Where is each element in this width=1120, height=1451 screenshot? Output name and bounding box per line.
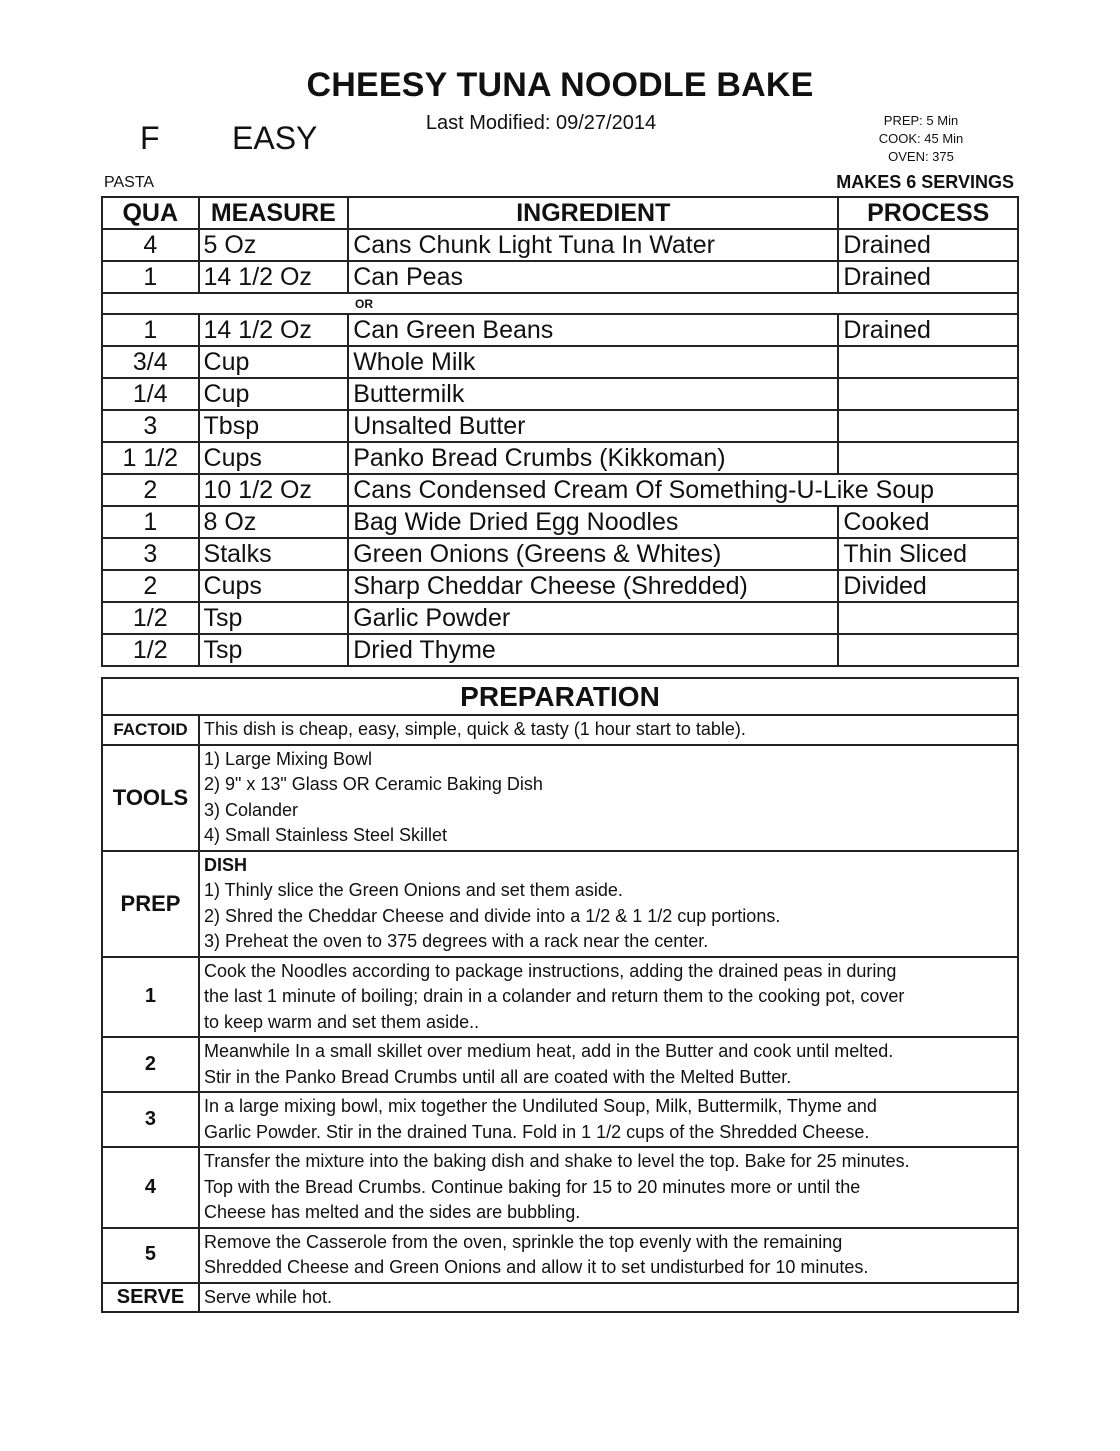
preparation-table <box>101 677 1019 1313</box>
step-line: Meanwhile In a small skillet over medium heat, add in the Butter and cook until melted. <box>203 1041 894 1061</box>
process-cell: Cooked <box>838 506 1018 538</box>
process-cell: Drained <box>838 261 1018 293</box>
ingredient-cell: Sharp Cheddar Cheese (Shredded) <box>348 570 838 602</box>
preparation-heading: PREPARATION <box>102 678 1018 715</box>
table-row <box>102 314 1018 346</box>
measure-cell: 10 1/2 Oz <box>199 474 349 506</box>
ingredient-cell: Dried Thyme <box>348 634 838 666</box>
column-header-process: PROCESS <box>838 197 1018 229</box>
step-row <box>102 1228 1018 1283</box>
measure-cell: 14 1/2 Oz <box>199 314 349 346</box>
list-item: 2) Shred the Cheddar Cheese and divide into a 1/2 & 1 1/2 cup portions. <box>203 905 781 926</box>
serve-text: Serve while hot. <box>199 1283 1018 1313</box>
ingredients-header-row <box>102 197 1018 229</box>
step-text <box>199 957 1018 1038</box>
qua-cell: 1/2 <box>102 634 199 666</box>
step-row <box>102 957 1018 1038</box>
measure-cell: 5 Oz <box>199 229 349 261</box>
prep-list <box>199 851 1018 957</box>
ingredient-cell: Cans Condensed Cream Of Something-U-Like Soup <box>348 474 1018 506</box>
prep-time: PREP: 5 Min <box>883 113 959 128</box>
process-cell: Thin Sliced <box>838 538 1018 570</box>
process-cell <box>838 410 1018 442</box>
prep-row <box>102 851 1018 957</box>
ingredient-cell: Whole Milk <box>348 346 838 378</box>
tools-label: TOOLS <box>102 745 199 851</box>
process-cell <box>838 346 1018 378</box>
ingredient-cell: Buttermilk <box>348 378 838 410</box>
process-cell <box>838 602 1018 634</box>
list-item: 1) Thinly slice the Green Onions and set them aside. <box>203 880 623 900</box>
table-row <box>102 602 1018 634</box>
or-label: OR <box>102 293 1018 314</box>
step-number: 3 <box>102 1092 199 1147</box>
measure-cell: Cups <box>199 570 349 602</box>
qua-cell: 1 <box>102 314 199 346</box>
ingredient-cell: Unsalted Butter <box>348 410 838 442</box>
qua-cell: 1/4 <box>102 378 199 410</box>
process-cell: Divided <box>838 570 1018 602</box>
cook-time: COOK: 45 Min <box>878 131 964 146</box>
step-line: Top with the Bread Crumbs. Continue baking for 15 to 20 minutes more or until the <box>203 1176 861 1197</box>
recipe-category: PASTA <box>104 174 155 191</box>
qua-cell: 1 <box>102 506 199 538</box>
prep-label: PREP <box>102 851 199 957</box>
step-row <box>102 1037 1018 1092</box>
prep-subheading: DISH <box>203 854 247 875</box>
qua-cell: 2 <box>102 474 199 506</box>
time-info <box>856 112 986 166</box>
measure-cell: Tsp <box>199 634 349 666</box>
measure-cell: Tbsp <box>199 410 349 442</box>
process-cell <box>838 634 1018 666</box>
step-line: to keep warm and set them aside.. <box>203 1011 480 1032</box>
list-item: 2) 9" x 13" Glass OR Ceramic Baking Dish <box>203 774 543 794</box>
qua-cell: 3 <box>102 538 199 570</box>
column-header-measure: MEASURE <box>199 197 349 229</box>
table-row <box>102 570 1018 602</box>
column-header-qua: QUA <box>102 197 199 229</box>
ingredient-cell: Can Green Beans <box>348 314 838 346</box>
ingredient-cell: Panko Bread Crumbs (Kikkoman) <box>348 442 838 474</box>
ingredient-cell: Bag Wide Dried Egg Noodles <box>348 506 838 538</box>
measure-cell: Cups <box>199 442 349 474</box>
step-number: 1 <box>102 957 199 1038</box>
serve-label: SERVE <box>102 1283 199 1313</box>
ingredients-table <box>101 196 1019 667</box>
tools-row <box>102 745 1018 851</box>
factoid-text: This dish is cheap, easy, simple, quick & tasty (1 hour start to table). <box>199 715 1018 745</box>
table-row <box>102 506 1018 538</box>
measure-cell: Cup <box>199 378 349 410</box>
qua-cell: 1 1/2 <box>102 442 199 474</box>
factoid-label: FACTOID <box>102 715 199 745</box>
step-text <box>199 1092 1018 1147</box>
qua-cell: 3/4 <box>102 346 199 378</box>
ingredient-cell: Garlic Powder <box>348 602 838 634</box>
table-row <box>102 378 1018 410</box>
step-line: Remove the Casserole from the oven, sprinkle the top evenly with the remaining <box>203 1231 843 1252</box>
process-cell: Drained <box>838 229 1018 261</box>
table-row <box>102 634 1018 666</box>
servings: MAKES 6 SERVINGS <box>836 172 1014 192</box>
list-item: 1) Large Mixing Bowl <box>203 748 373 769</box>
process-cell: Drained <box>838 314 1018 346</box>
step-line: Garlic Powder. Stir in the drained Tuna. Fold in 1 1/2 cups of the Shredded Cheese. <box>203 1121 870 1142</box>
ingredient-cell: Cans Chunk Light Tuna In Water <box>348 229 838 261</box>
table-row <box>102 538 1018 570</box>
step-line: Transfer the mixture into the baking dish and shake to level the top. Bake for 25 minutes. <box>203 1151 910 1171</box>
ingredient-cell: Can Peas <box>348 261 838 293</box>
step-row <box>102 1147 1018 1228</box>
step-line: Cheese has melted and the sides are bubbling. <box>203 1202 581 1222</box>
serve-row <box>102 1283 1018 1313</box>
table-row <box>102 261 1018 293</box>
measure-cell: 8 Oz <box>199 506 349 538</box>
measure-cell: Tsp <box>199 602 349 634</box>
step-line: the last 1 minute of boiling; drain in a colander and return them to the cooking pot, cover <box>203 986 905 1006</box>
qua-cell: 2 <box>102 570 199 602</box>
table-row <box>102 410 1018 442</box>
list-item: 3) Preheat the oven to 375 degrees with a rack near the center. <box>203 931 709 951</box>
table-row <box>102 229 1018 261</box>
step-text <box>199 1037 1018 1092</box>
process-cell <box>838 442 1018 474</box>
step-row <box>102 1092 1018 1147</box>
last-modified: Last Modified: 09/27/2014 <box>425 112 657 134</box>
list-item: 3) Colander <box>203 799 299 820</box>
qua-cell: 3 <box>102 410 199 442</box>
column-header-ingredient: INGREDIENT <box>348 197 838 229</box>
oven-temp: OVEN: 375 <box>888 149 954 164</box>
step-line: Cook the Noodles according to package instructions, adding the drained peas in during <box>203 960 897 981</box>
measure-cell: 14 1/2 Oz <box>199 261 349 293</box>
step-number: 4 <box>102 1147 199 1228</box>
measure-cell: Cup <box>199 346 349 378</box>
qua-cell: 1 <box>102 261 199 293</box>
table-row <box>102 474 1018 506</box>
step-line: Shredded Cheese and Green Onions and allow it to set undisturbed for 10 minutes. <box>203 1257 869 1277</box>
measure-cell: Stalks <box>199 538 349 570</box>
recipe-title: CHEESY TUNA NOODLE BAKE <box>306 66 814 104</box>
list-item: 4) Small Stainless Steel Skillet <box>203 825 448 845</box>
step-number: 5 <box>102 1228 199 1283</box>
table-row <box>102 442 1018 474</box>
factoid-row <box>102 715 1018 745</box>
or-row <box>102 293 1018 314</box>
qua-cell: 4 <box>102 229 199 261</box>
step-text <box>199 1147 1018 1228</box>
step-line: In a large mixing bowl, mix together the Undiluted Soup, Milk, Buttermilk, Thyme and <box>203 1096 877 1116</box>
tools-list <box>199 745 1018 851</box>
step-number: 2 <box>102 1037 199 1092</box>
difficulty-label: EASY <box>232 120 318 156</box>
recipe-letter: F <box>140 120 160 156</box>
step-text <box>199 1228 1018 1283</box>
process-cell <box>838 378 1018 410</box>
step-line: Stir in the Panko Bread Crumbs until all are coated with the Melted Butter. <box>203 1066 792 1087</box>
table-row <box>102 346 1018 378</box>
qua-cell: 1/2 <box>102 602 199 634</box>
ingredient-cell: Green Onions (Greens & Whites) <box>348 538 838 570</box>
